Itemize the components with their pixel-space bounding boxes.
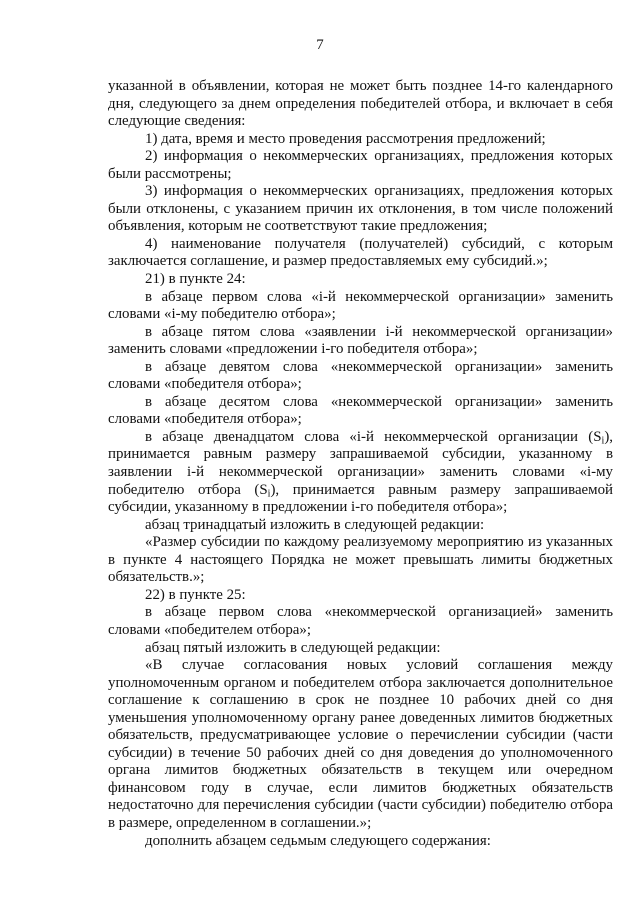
amendment-paragraph-5: в абзаце пятом слова «заявлении i-й некоммерческой организации» заменить словами «предложении i-го победителя отбора»; xyxy=(108,323,613,358)
subscript-index: i xyxy=(267,488,271,500)
amendment-paragraph-9: в абзаце девятом слова «некоммерческой организации» заменить словами «победителя отбора»; xyxy=(108,358,613,393)
new-wording-paragraph-13: «Размер субсидии по каждому реализуемому мероприятию из указанных в пункте 4 настоящего Порядка не может превышать лимиты бюджетных обязательств.»; xyxy=(108,534,613,586)
page-number: 7 xyxy=(316,37,324,53)
clause-22-heading: 22) в пункте 25: xyxy=(145,586,246,603)
amendment-paragraph-12 xyxy=(108,429,613,517)
text-fragment: в абзаце двенадцатом слова «i-й некоммерческой организации (S xyxy=(145,428,602,445)
subscript-index: i xyxy=(601,435,605,447)
document-body xyxy=(108,78,613,850)
list-item-4: 4) наименование получателя (получателей) субсидий, с которым заключается соглашение, и размер предоставляемых ему субсидий.»; xyxy=(108,235,613,270)
list-item-3: 3) информация о некоммерческих организациях, предложения которых были отклонены, с указанием причин их отклонения, в том числе положений объявления, которым не соответствуют такие предложения; xyxy=(108,183,613,235)
paragraph-intro-continuation: указанной в объявлении, которая не может быть позднее 14-го календарного дня, следующего за днем определения победителей отбора, и включает в себя следующие сведения: xyxy=(108,78,613,130)
amendment-paragraph-1: в абзаце первом слова «i-й некоммерческой организации» заменить словами «i-му победителю отбора»; xyxy=(108,288,613,323)
clause-21-heading: 21) в пункте 24: xyxy=(145,271,246,288)
amendment-25-paragraph-1: в абзаце первом слова «некоммерческой организацией» заменить словами «победителем отбора»; xyxy=(108,604,613,638)
amendment-paragraph-13: абзац тринадцатый изложить в следующей редакции: xyxy=(145,516,485,533)
list-item-1: 1) дата, время и место проведения рассмотрения предложений; xyxy=(145,130,546,147)
amendment-paragraph-10: в абзаце десятом слова «некоммерческой организации» заменить словами «победителя отбора»; xyxy=(108,393,613,428)
text-fragment: ), принимается равным размеру запрашиваемой субсидии, указанному в предложении i-го победителя отбора»; xyxy=(108,481,613,516)
amendment-25-paragraph-5: абзац пятый изложить в следующей редакции: xyxy=(145,639,441,656)
amendment-25-paragraph-7: дополнить абзацем седьмым следующего содержания: xyxy=(145,832,491,849)
new-wording-paragraph-5: «В случае согласования новых условий соглашения между уполномоченным органом и победителем отбора заключается дополнительное соглашение к соглашению в срок не позднее 10 рабочих дней со дня уменьшения уполномоченному органу ранее доведенных лимитов бюджетных обязательств, предусматривающее условие о перечислении субсидии (части субсидии) в течение 50 рабочих дней со дня доведения до уполномоченного органа лимитов бюджетных обязательств в текущем или очередном финансовом году в случае, если лимитов бюджетных обязательств недостаточно для перечисления субсидии (части субсидии) победителю отбора в размере, определенном в соглашении.»; xyxy=(108,657,613,831)
text-fragment: ), принимается равным размеру запрашиваемой субсидии, указанному в заявлении i-й некоммерческой организации» заменить словами «i-му победителю отбора (S xyxy=(108,428,613,498)
list-item-2: 2) информация о некоммерческих организациях, предложения которых были рассмотрены; xyxy=(108,148,613,182)
